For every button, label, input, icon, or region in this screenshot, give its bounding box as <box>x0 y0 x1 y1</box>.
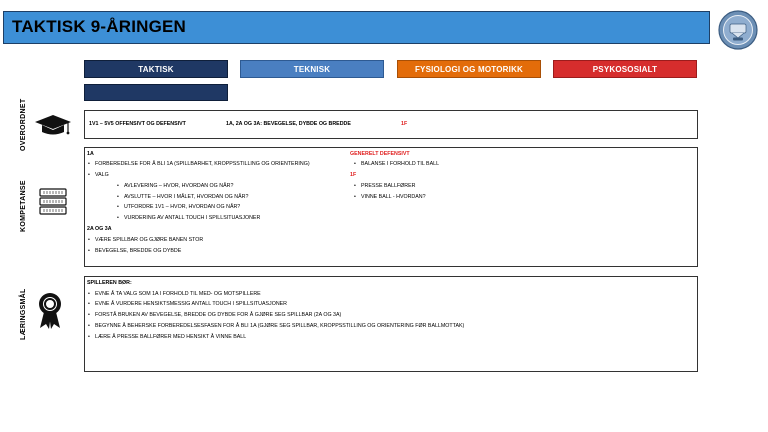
award-ribbon-icon <box>38 292 62 330</box>
page-title: TAKTISK 9-ÅRINGEN <box>12 17 187 36</box>
selected-tab-indicator <box>84 84 228 101</box>
tab-teknisk[interactable]: TEKNISK <box>240 60 384 78</box>
kompetanse-bullet: • VÆRE SPILLBAR OG GJØRE BANEN STOR <box>95 238 203 243</box>
kompetanse-heading-defensive: 1F <box>350 172 357 178</box>
kompetanse-bullet: • VALG <box>95 173 109 178</box>
tab-psykososialt[interactable]: PSYKOSOSIALT <box>553 60 697 78</box>
kompetanse-heading: 1A <box>87 151 94 157</box>
section-label-kompetanse: KOMPETANSE <box>20 180 27 232</box>
kompetanse-bullet: • FORBEREDELSE FOR Å BLI 1A (SPILLBARHET, KROPPSSTILLING OG ORIENTERING) <box>95 162 310 167</box>
graduation-cap-icon <box>34 113 72 137</box>
section-label-laeringsmaal: LÆRINGSMÅL <box>20 288 27 340</box>
kompetanse-bullet: • VINNE BALL - HVORDAN? <box>361 195 426 200</box>
kompetanse-bullet: • BALANSE I FORHOLD TIL BALL <box>361 162 439 167</box>
kompetanse-subbullet: • AVLEVERING – HVOR, HVORDAN OG NÅR? <box>124 184 233 189</box>
kompetanse-bullet: • PRESSE BALLFØRER <box>361 184 415 189</box>
kompetanse-bullet: • BEVEGELSE, BREDDE OG DYBDE <box>95 249 181 254</box>
kompetanse-subbullet: • UTFORDRE 1V1 – HVOR, HVORDAN OG NÅR? <box>124 205 240 210</box>
club-emblem-logo <box>718 10 758 50</box>
tab-fysiologi-og-motorikk[interactable]: FYSIOLOGI OG MOTORIKK <box>397 60 541 78</box>
laeringsmaal-item: • FORSTÅ BRUKEN AV BEVEGELSE, BREDDE OG DYBDE FOR Å GJØRE SEG SPILLBAR (2A OG 3A) <box>95 313 341 318</box>
overordnet-item: 1F <box>401 121 408 127</box>
laeringsmaal-item: • BEGYNNE Å BEHERSKE FORBEREDELSESFASEN FOR Å BLI 1A (GJØRE SEG SPILLBAR, KROPPSSTILLING OG ORIENTERING FØR BALLMOTTAK) <box>95 324 464 329</box>
kompetanse-subbullet: • AVSLUTTE – HVOR I MÅLET, HVORDAN OG NÅR? <box>124 195 248 200</box>
kompetanse-heading-defensive: GENERELT DEFENSIVT <box>350 151 410 157</box>
overordnet-item: 1V1 – 5V5 OFFENSIVT OG DEFENSIVT <box>89 121 186 127</box>
section-label-overordnet: OVERORDNET <box>20 98 27 151</box>
books-icon <box>37 187 69 217</box>
laeringsmaal-item: • LÆRE Å PRESSE BALLFØRER MED HENSIKT Å VINNE BALL <box>95 335 246 340</box>
laeringsmaal-item: • EVNE Å VURDERE HENSIKTSMESSIG ANTALL TOUCH I SPILLSITUASJONER <box>95 302 287 307</box>
tab-taktisk[interactable]: TAKTISK <box>84 60 228 78</box>
kompetanse-subbullet: • VURDERING AV ANTALL TOUCH I SPILLSITUASJONER <box>124 216 260 221</box>
laeringsmaal-heading: SPILLEREN BØR: <box>87 280 132 286</box>
kompetanse-heading: 2A OG 3A <box>87 226 112 232</box>
laeringsmaal-item: • EVNE Å TA VALG SOM 1A I FORHOLD TIL MED- OG MOTSPILLERE <box>95 292 261 297</box>
overordnet-item: 1A, 2A OG 3A: BEVEGELSE, DYBDE OG BREDDE <box>226 121 351 127</box>
